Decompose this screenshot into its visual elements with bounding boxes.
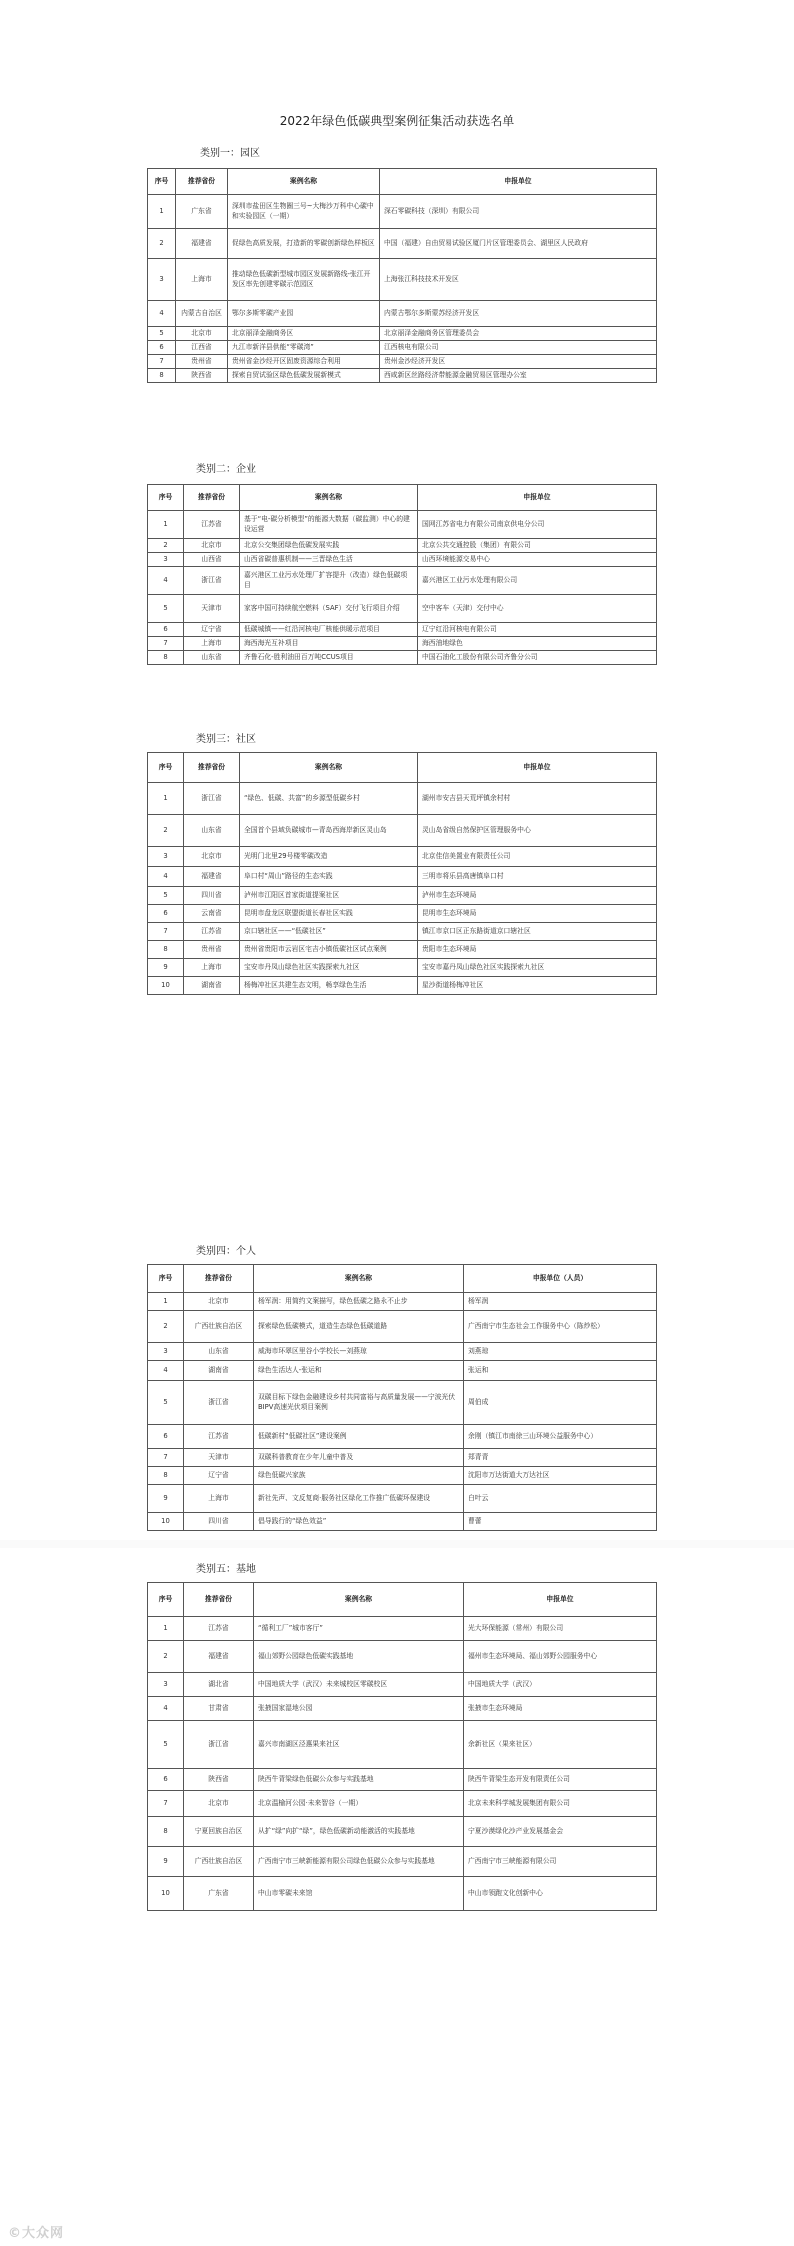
row-province: 天津市 <box>184 595 240 623</box>
row-number: 3 <box>148 553 184 567</box>
row-number: 2 <box>148 1311 184 1343</box>
row-province: 福建省 <box>184 1641 254 1673</box>
col-name: 案例名称 <box>228 169 380 195</box>
row-unit: 郑青青 <box>464 1449 657 1467</box>
row-number: 3 <box>148 259 176 301</box>
row-number: 6 <box>148 905 184 923</box>
row-province: 江苏省 <box>184 1425 254 1449</box>
row-unit: 山西环境能源交易中心 <box>418 553 657 567</box>
row-province: 北京市 <box>176 327 228 341</box>
table-row <box>148 1697 657 1721</box>
page-title: 2022年绿色低碳典型案例征集活动获选名单 <box>279 114 515 128</box>
table-row <box>148 341 657 355</box>
row-province: 陕西省 <box>176 369 228 383</box>
row-province: 辽宁省 <box>184 623 240 637</box>
row-case-name: 宝安市丹凤山绿色社区实践探索九社区 <box>240 959 418 977</box>
row-province: 广东省 <box>184 1877 254 1911</box>
table-row <box>148 595 657 623</box>
row-unit: 内蒙古鄂尔多斯蒙苏经济开发区 <box>380 301 657 327</box>
row-number: 9 <box>148 1485 184 1513</box>
table-row <box>148 301 657 327</box>
table-row <box>148 977 657 995</box>
row-case-name: 低碳城镇——红沿河核电厂核能供暖示范项目 <box>240 623 418 637</box>
row-unit: 灵山岛省级自然保护区管理服务中心 <box>418 815 657 847</box>
row-case-name: 昆明市盘龙区联盟街道长春社区实践 <box>240 905 418 923</box>
category-4-table <box>147 1264 657 1531</box>
col-prov: 推荐省份 <box>184 753 240 783</box>
row-case-name: 双碳科普教育在少年儿童中普及 <box>254 1449 464 1467</box>
row-case-name: 张掖国家湿地公园 <box>254 1697 464 1721</box>
col-name: 案例名称 <box>240 485 418 511</box>
row-case-name: 北京温榆河公园·未来智谷（一期） <box>254 1791 464 1817</box>
row-number: 1 <box>148 1293 184 1311</box>
row-case-name: 杨军润：用简约文案描写，绿色低碳之路永不止步 <box>254 1293 464 1311</box>
row-number: 6 <box>148 1425 184 1449</box>
table-row <box>148 1513 657 1531</box>
table-row <box>148 1343 657 1361</box>
row-unit: 杨军润 <box>464 1293 657 1311</box>
row-province: 辽宁省 <box>184 1467 254 1485</box>
col-prov: 推荐省份 <box>184 485 240 511</box>
table-row <box>148 867 657 887</box>
row-unit: 周伯成 <box>464 1381 657 1425</box>
table-row <box>148 941 657 959</box>
row-unit: 余刚（镇江市南徐三山环境公益服务中心） <box>464 1425 657 1449</box>
table-row <box>148 1617 657 1641</box>
row-number: 3 <box>148 1343 184 1361</box>
row-province: 甘肃省 <box>184 1697 254 1721</box>
table-row <box>148 847 657 867</box>
row-case-name: 泸州市江阳区首家街道提案社区 <box>240 887 418 905</box>
row-case-name: 家客中国可持续航空燃料（SAF）交付飞行项目介绍 <box>240 595 418 623</box>
row-case-name: 海西海光互补项目 <box>240 637 418 651</box>
row-unit: 贵州金沙经济开发区 <box>380 355 657 369</box>
row-unit: 北京丽泽金融商务区管理委员会 <box>380 327 657 341</box>
category-1-table <box>147 168 657 383</box>
row-case-name: 嘉兴港区工业污水处理厂扩容提升（改造）绿色低碳项目 <box>240 567 418 595</box>
category-5-table <box>147 1582 657 1911</box>
row-number: 9 <box>148 1847 184 1877</box>
row-case-name: 推动绿色低碳新型城市园区发展新路线-张江开发区率先创建零碳示范园区 <box>228 259 380 301</box>
row-number: 7 <box>148 355 176 369</box>
row-unit: 北京未来科学城发展集团有限公司 <box>464 1791 657 1817</box>
row-case-name: 北京丽泽金融商务区 <box>228 327 380 341</box>
row-number: 1 <box>148 195 176 229</box>
col-no: 序号 <box>148 753 184 783</box>
table-row <box>148 567 657 595</box>
col-unit: 申报单位 <box>418 753 657 783</box>
row-number: 3 <box>148 847 184 867</box>
table-row <box>148 327 657 341</box>
row-unit: 广西南宁市生态社会工作服务中心（陈炒松） <box>464 1311 657 1343</box>
row-case-name: 鄂尔多斯零碳产业园 <box>228 301 380 327</box>
table-row <box>148 923 657 941</box>
table-row <box>148 905 657 923</box>
row-case-name: 从扩“绿”向扩“绿”，绿色低碳新动能激活的实践基地 <box>254 1817 464 1847</box>
row-number: 4 <box>148 301 176 327</box>
row-unit: 曹蕾 <box>464 1513 657 1531</box>
row-province: 湖南省 <box>184 1361 254 1381</box>
row-province: 江苏省 <box>184 1617 254 1641</box>
row-province: 湖南省 <box>184 977 240 995</box>
row-province: 云南省 <box>184 905 240 923</box>
row-province: 福建省 <box>176 229 228 259</box>
row-case-name: 探索绿色低碳模式，道造生态绿色低碳道路 <box>254 1311 464 1343</box>
row-case-name: 威海市环翠区里谷小学校长—刘燕琼 <box>254 1343 464 1361</box>
table-row <box>148 1293 657 1311</box>
row-number: 1 <box>148 1617 184 1641</box>
row-unit: 刘燕琼 <box>464 1343 657 1361</box>
row-province: 四川省 <box>184 1513 254 1531</box>
row-case-name: 嘉兴市南湖区泾惠果来社区 <box>254 1721 464 1769</box>
category-5-label: 类别五：基地 <box>196 1564 256 1575</box>
row-number: 7 <box>148 637 184 651</box>
row-case-name: 绿色低碳兴家族 <box>254 1467 464 1485</box>
table-row <box>148 1381 657 1425</box>
row-province: 上海市 <box>176 259 228 301</box>
row-unit: 深石零碳科技（深圳）有限公司 <box>380 195 657 229</box>
row-number: 2 <box>148 229 176 259</box>
row-case-name: 九江市新洋县供能“零碳湾” <box>228 341 380 355</box>
table-row <box>148 1673 657 1697</box>
table-row <box>148 651 657 665</box>
row-unit: 海西油地绿色 <box>418 637 657 651</box>
row-number: 5 <box>148 595 184 623</box>
row-case-name: 绿色生活达人-张运和 <box>254 1361 464 1381</box>
row-unit: 三明市将乐县高唐镇阜口村 <box>418 867 657 887</box>
row-province: 广西壮族自治区 <box>184 1847 254 1877</box>
row-number: 4 <box>148 1697 184 1721</box>
row-province: 陕西省 <box>184 1769 254 1791</box>
category-3-table <box>147 752 657 995</box>
table-row <box>148 1721 657 1769</box>
row-case-name: 阜口村“周山”路径的生态实践 <box>240 867 418 887</box>
table-row <box>148 1877 657 1911</box>
row-province: 内蒙古自治区 <box>176 301 228 327</box>
row-case-name: 深圳市盐田区生物圈三号~大梅沙万科中心碳中和实验园区（一期） <box>228 195 380 229</box>
row-case-name: “绿色、低碳、共富”的乡源型低碳乡村 <box>240 783 418 815</box>
row-unit: 中山市领跑文化创新中心 <box>464 1877 657 1911</box>
table-row <box>148 1641 657 1673</box>
row-number: 2 <box>148 815 184 847</box>
table-row <box>148 1817 657 1847</box>
row-number: 7 <box>148 923 184 941</box>
table-row <box>148 1425 657 1449</box>
row-unit: 嘉兴港区工业污水处理有限公司 <box>418 567 657 595</box>
row-unit: 镇江市京口区正东路街道京口辖社区 <box>418 923 657 941</box>
row-province: 广东省 <box>176 195 228 229</box>
row-number: 10 <box>148 1513 184 1531</box>
col-no: 序号 <box>148 1583 184 1617</box>
row-province: 山东省 <box>184 651 240 665</box>
table-row <box>148 623 657 637</box>
row-number: 10 <box>148 977 184 995</box>
section-divider <box>0 1540 794 1548</box>
category-4-label: 类别四：个人 <box>196 1246 256 1257</box>
col-no: 序号 <box>148 485 184 511</box>
row-number: 8 <box>148 941 184 959</box>
col-name: 案例名称 <box>254 1583 464 1617</box>
row-unit: 中国地质大学（武汉） <box>464 1673 657 1697</box>
row-case-name: 光明门北里29号楼零碳改造 <box>240 847 418 867</box>
row-unit: 沈阳市万达街道大万达社区 <box>464 1467 657 1485</box>
table-row <box>148 553 657 567</box>
row-number: 9 <box>148 959 184 977</box>
row-number: 5 <box>148 1721 184 1769</box>
row-case-name: 低碳新村“低碳社区”建设案例 <box>254 1425 464 1449</box>
table-row <box>148 369 657 383</box>
row-unit: 光大环保能源（常州）有限公司 <box>464 1617 657 1641</box>
col-name: 案例名称 <box>240 753 418 783</box>
row-province: 山东省 <box>184 1343 254 1361</box>
row-province: 四川省 <box>184 887 240 905</box>
row-case-name: 促绿色高质发展，打造新的零碳创新绿色样板区 <box>228 229 380 259</box>
row-unit: 辽宁红沿河核电有限公司 <box>418 623 657 637</box>
row-unit: 陕西牛背梁生态开发有限责任公司 <box>464 1769 657 1791</box>
row-number: 6 <box>148 1769 184 1791</box>
table-row <box>148 783 657 815</box>
row-unit: 中国石油化工股份有限公司齐鲁分公司 <box>418 651 657 665</box>
row-unit: 宁夏沙漠绿化沙产业发展基金会 <box>464 1817 657 1847</box>
row-province: 浙江省 <box>184 783 240 815</box>
row-number: 6 <box>148 623 184 637</box>
table-row <box>148 259 657 301</box>
row-case-name: 中山市零碳未来馆 <box>254 1877 464 1911</box>
row-case-name: 陕西牛背梁绿色低碳公众参与实践基地 <box>254 1769 464 1791</box>
table-row <box>148 815 657 847</box>
row-number: 4 <box>148 1361 184 1381</box>
row-unit: 张运和 <box>464 1361 657 1381</box>
table-row <box>148 195 657 229</box>
row-province: 湖北省 <box>184 1673 254 1697</box>
row-province: 贵州省 <box>184 941 240 959</box>
category-2-table <box>147 484 657 665</box>
col-unit: 申报单位 <box>380 169 657 195</box>
row-number: 5 <box>148 887 184 905</box>
row-number: 10 <box>148 1877 184 1911</box>
col-unit: 申报单位 <box>464 1583 657 1617</box>
row-unit: 白叶云 <box>464 1485 657 1513</box>
row-unit: 福州市生态环境局、福山郊野公园服务中心 <box>464 1641 657 1673</box>
row-case-name: 中国地质大学（武汉）未来城校区零碳校区 <box>254 1673 464 1697</box>
table-row <box>148 539 657 553</box>
row-number: 2 <box>148 1641 184 1673</box>
row-unit: 湖州市安吉县天荒坪镇余村村 <box>418 783 657 815</box>
category-1-label: 类别一：园区 <box>200 148 260 159</box>
table-row <box>148 1467 657 1485</box>
col-unit: 申报单位 <box>418 485 657 511</box>
row-number: 5 <box>148 1381 184 1425</box>
row-province: 北京市 <box>184 1791 254 1817</box>
col-prov: 推荐省份 <box>184 1265 254 1293</box>
row-number: 1 <box>148 783 184 815</box>
row-unit: 西咸新区丝路经济带能源金融贸易区管理办公室 <box>380 369 657 383</box>
row-number: 4 <box>148 867 184 887</box>
table-row <box>148 1449 657 1467</box>
row-number: 2 <box>148 539 184 553</box>
row-case-name: 杨梅冲社区共建生态文明，畅享绿色生活 <box>240 977 418 995</box>
row-province: 福建省 <box>184 867 240 887</box>
row-case-name: 山西省碳普惠机制——三晋绿色生活 <box>240 553 418 567</box>
row-unit: 北京公共交通控股（集团）有限公司 <box>418 539 657 553</box>
row-province: 上海市 <box>184 1485 254 1513</box>
col-prov: 推荐省份 <box>176 169 228 195</box>
table-row <box>148 229 657 259</box>
row-province: 浙江省 <box>184 567 240 595</box>
row-number: 8 <box>148 1817 184 1847</box>
table-row <box>148 1361 657 1381</box>
table-row <box>148 887 657 905</box>
row-case-name: 福山郊野公园绿色低碳实践基地 <box>254 1641 464 1673</box>
row-case-name: 基于“电-碳分析模型”的能源大数据（碳监测）中心的建设运营 <box>240 511 418 539</box>
table-row <box>148 1791 657 1817</box>
row-province: 上海市 <box>184 637 240 651</box>
row-case-name: 探索自贸试验区绿色低碳发展新模式 <box>228 369 380 383</box>
row-unit: 上海张江科技技术开发区 <box>380 259 657 301</box>
row-number: 6 <box>148 341 176 355</box>
row-province: 山西省 <box>184 553 240 567</box>
row-unit: 泸州市生态环境局 <box>418 887 657 905</box>
category-2-label: 类别二：企业 <box>196 464 256 475</box>
row-number: 7 <box>148 1791 184 1817</box>
row-case-name: 贵州省金沙经开区固废资源综合利用 <box>228 355 380 369</box>
col-no: 序号 <box>148 1265 184 1293</box>
row-province: 北京市 <box>184 847 240 867</box>
row-unit: 昆明市生态环境局 <box>418 905 657 923</box>
row-province: 宁夏回族自治区 <box>184 1817 254 1847</box>
row-unit: 贵阳市生态环境局 <box>418 941 657 959</box>
row-number: 4 <box>148 567 184 595</box>
row-unit: 星沙街道杨梅冲社区 <box>418 977 657 995</box>
row-province: 贵州省 <box>176 355 228 369</box>
row-unit: 张掖市生态环境局 <box>464 1697 657 1721</box>
col-name: 案例名称 <box>254 1265 464 1293</box>
table-row <box>148 959 657 977</box>
col-prov: 推荐省份 <box>184 1583 254 1617</box>
row-unit: 江西核电有限公司 <box>380 341 657 355</box>
row-case-name: 京口辖社区——“低碳社区” <box>240 923 418 941</box>
row-unit: 宝安市嘉丹凤山绿色社区实践探索九社区 <box>418 959 657 977</box>
table-row <box>148 637 657 651</box>
col-no: 序号 <box>148 169 176 195</box>
row-unit: 中国（福建）自由贸易试验区厦门片区管理委员会、湖里区人民政府 <box>380 229 657 259</box>
table-row <box>148 1311 657 1343</box>
category-3-label: 类别三：社区 <box>196 734 256 745</box>
table-row <box>148 1847 657 1877</box>
row-province: 江苏省 <box>184 923 240 941</box>
row-case-name: 广西南宁市三峡新能源有限公司绿色低碳公众参与实践基地 <box>254 1847 464 1877</box>
row-province: 山东省 <box>184 815 240 847</box>
row-unit: 广西南宁市三峡能源有限公司 <box>464 1847 657 1877</box>
row-number: 7 <box>148 1449 184 1467</box>
row-case-name: 齐鲁石化-胜利油田百万吨CCUS项目 <box>240 651 418 665</box>
row-number: 8 <box>148 369 176 383</box>
row-unit: 北京佳信美置业有限责任公司 <box>418 847 657 867</box>
table-row <box>148 1485 657 1513</box>
row-province: 江苏省 <box>184 511 240 539</box>
table-row <box>148 1769 657 1791</box>
row-number: 3 <box>148 1673 184 1697</box>
row-number: 8 <box>148 1467 184 1485</box>
row-number: 5 <box>148 327 176 341</box>
row-case-name: 北京公交集团绿色低碳发展实践 <box>240 539 418 553</box>
watermark-logo: ©大众网 <box>8 2226 65 2241</box>
row-province: 北京市 <box>184 1293 254 1311</box>
row-province: 浙江省 <box>184 1721 254 1769</box>
row-number: 8 <box>148 651 184 665</box>
row-unit: 空中客车（天津）交付中心 <box>418 595 657 623</box>
table-row <box>148 355 657 369</box>
row-case-name: 倡导践行的“绿色效益” <box>254 1513 464 1531</box>
row-case-name: 新社先声、文反复商·服务社区绿化工作推广低碳环保建设 <box>254 1485 464 1513</box>
row-unit: 国网江苏省电力有限公司南京供电分公司 <box>418 511 657 539</box>
row-province: 北京市 <box>184 539 240 553</box>
row-province: 上海市 <box>184 959 240 977</box>
row-case-name: 贵州省贵阳市云岩区宅吉小镇低碳社区试点案例 <box>240 941 418 959</box>
row-province: 广西壮族自治区 <box>184 1311 254 1343</box>
row-province: 浙江省 <box>184 1381 254 1425</box>
row-case-name: “循利工厂”城市客厅” <box>254 1617 464 1641</box>
row-province: 天津市 <box>184 1449 254 1467</box>
row-case-name: 双碳目标下绿色金融建设乡村共同富裕与高质量发展——宁波光伏BIPV高速光伏项目案例 <box>254 1381 464 1425</box>
col-unit: 申报单位（人员） <box>464 1265 657 1293</box>
row-unit: 余新社区（果来社区） <box>464 1721 657 1769</box>
table-row <box>148 511 657 539</box>
row-case-name: 全国首个县域负碳城市—青岛西海岸新区灵山岛 <box>240 815 418 847</box>
row-province: 江西省 <box>176 341 228 355</box>
row-number: 1 <box>148 511 184 539</box>
